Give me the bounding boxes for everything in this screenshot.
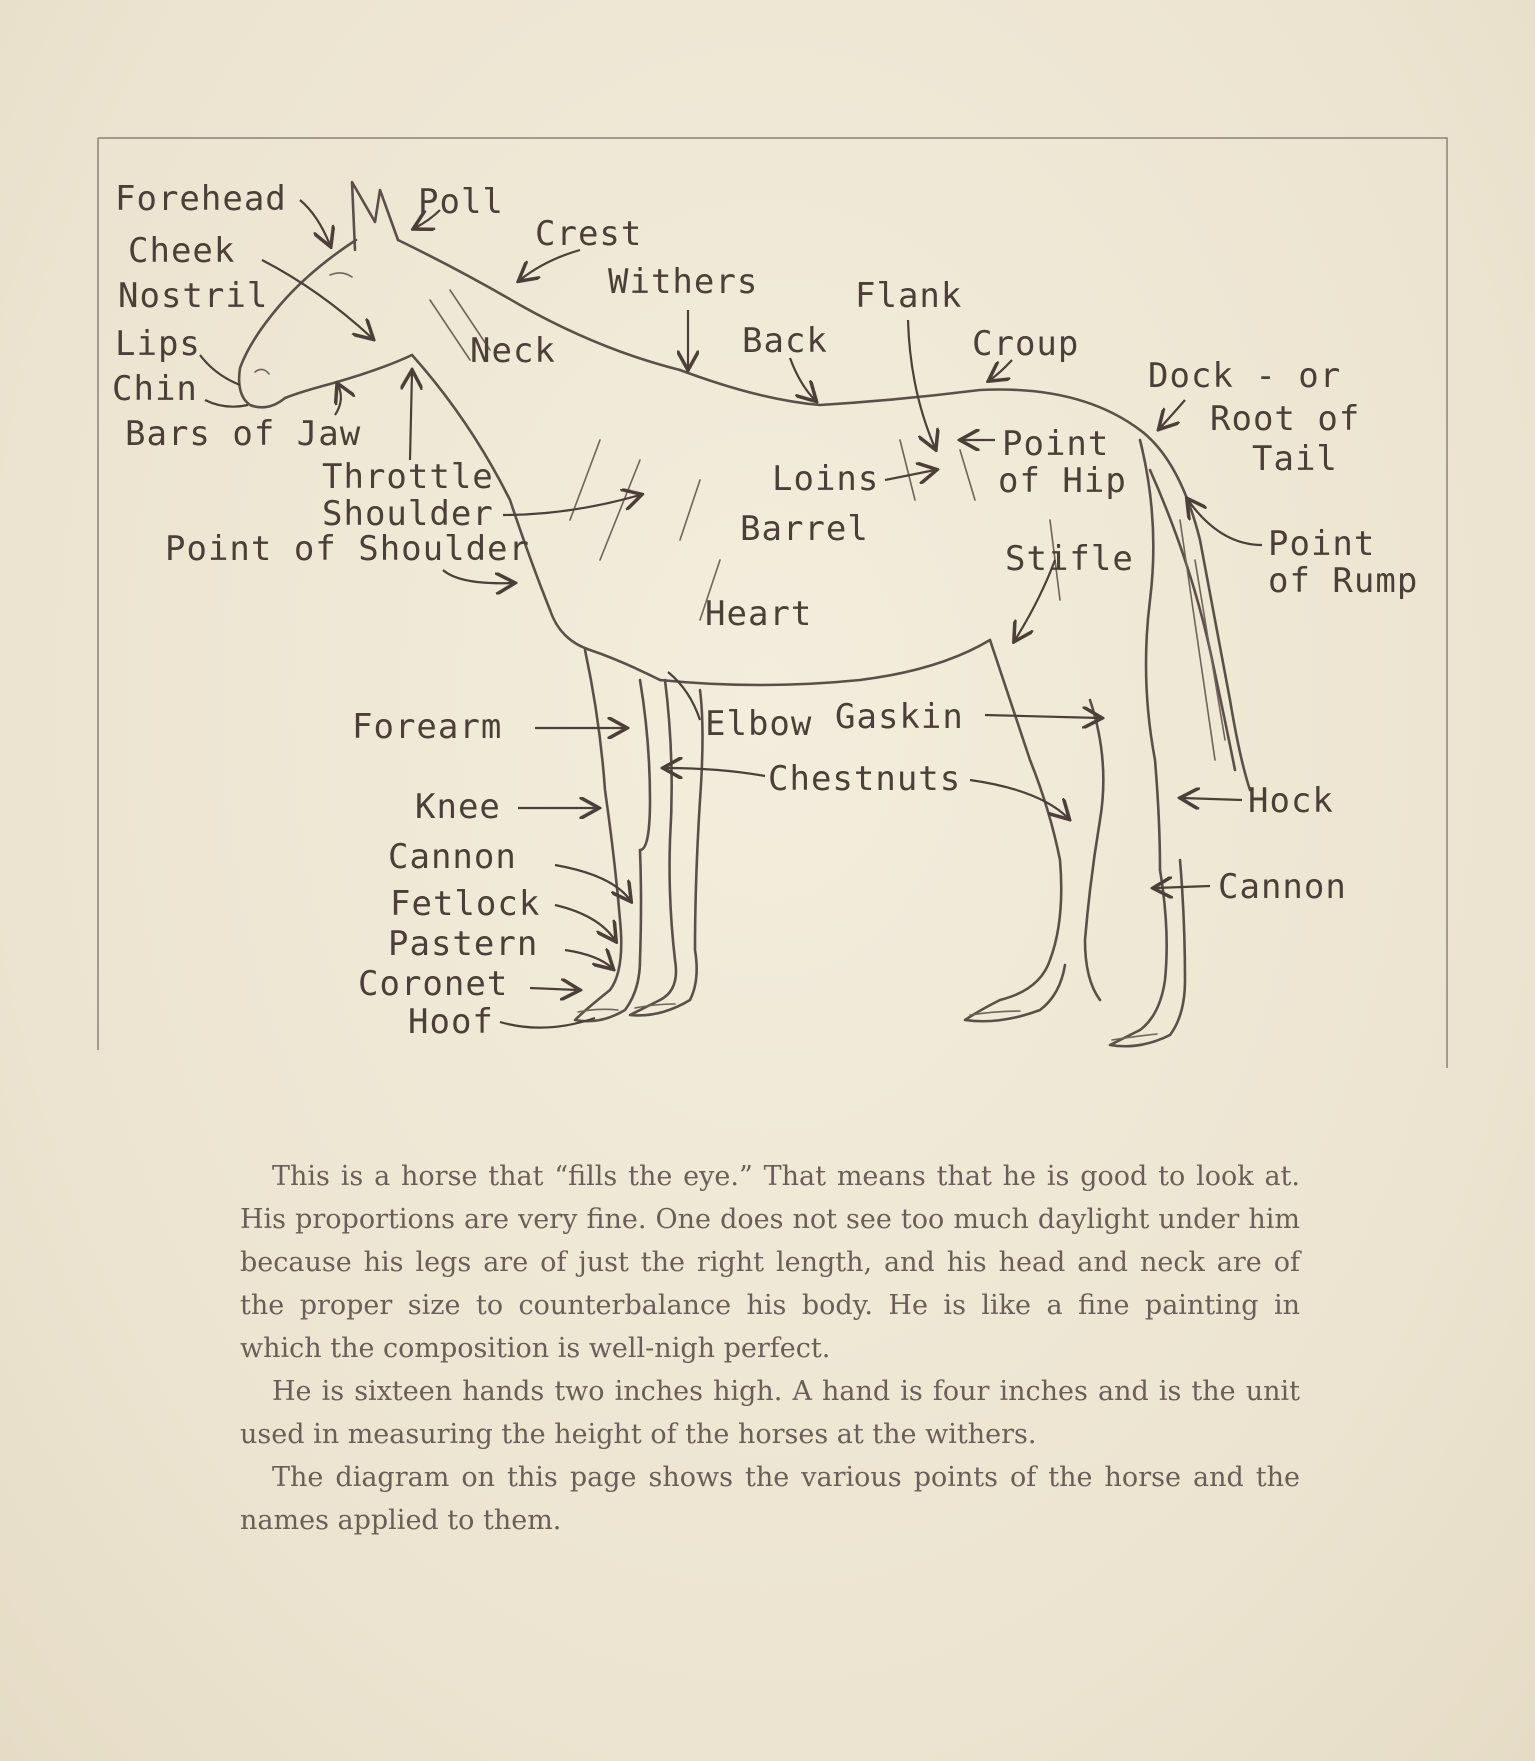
label-forehead: Forehead <box>115 179 287 219</box>
caption-paragraph-3: The diagram on this page shows the various points of the horse and the names applied to them. <box>240 1462 1300 1536</box>
label-flank: Flank <box>855 276 963 316</box>
label-knee: Knee <box>415 787 501 827</box>
label-chestnuts: Chestnuts <box>768 759 962 799</box>
label-fetlock: Fetlock <box>390 884 541 924</box>
label-poll: Poll <box>418 182 504 222</box>
label-dock-line1: Dock - or <box>1148 356 1342 396</box>
label-pastern: Pastern <box>388 924 539 964</box>
caption-paragraph-2: He is sixteen hands two inches high. A hand is four inches and is the unit used in measuring the height of the horses at the withers. <box>240 1376 1300 1450</box>
label-nostril: Nostril <box>118 276 269 316</box>
label-elbow: Elbow <box>705 704 813 744</box>
label-cheek: Cheek <box>128 231 236 271</box>
label-stifle: Stifle <box>1005 539 1134 579</box>
label-cannon-front: Cannon <box>388 837 517 877</box>
label-barrel: Barrel <box>740 509 869 549</box>
label-point-of-shoulder: Point of Shoulder <box>165 529 530 569</box>
label-back: Back <box>742 321 828 361</box>
label-lips: Lips <box>115 324 201 364</box>
label-heart: Heart <box>705 594 813 634</box>
label-chin: Chin <box>112 369 198 409</box>
label-shoulder: Shoulder <box>322 494 494 534</box>
label-loins: Loins <box>772 459 880 499</box>
label-hoof: Hoof <box>408 1002 494 1042</box>
label-throttle: Throttle <box>322 457 494 497</box>
label-point-of-hip-line2: of Hip <box>998 461 1127 501</box>
label-bars-of-jaw: Bars of Jaw <box>125 414 362 454</box>
label-point-of-hip-line1: Point <box>1002 424 1110 464</box>
label-hock: Hock <box>1248 781 1334 821</box>
label-forearm: Forearm <box>352 707 503 747</box>
label-gaskin: Gaskin <box>835 697 964 737</box>
label-dock-line3: Tail <box>1252 439 1338 479</box>
label-neck: Neck <box>470 331 556 371</box>
label-croup: Croup <box>972 324 1080 364</box>
label-dock-line2: Root of <box>1210 399 1361 439</box>
label-crest: Crest <box>535 214 643 254</box>
caption-text <box>240 1155 1300 1542</box>
label-coronet: Coronet <box>358 964 509 1004</box>
label-point-of-rump-line1: Point <box>1268 524 1376 564</box>
point-labels <box>112 179 1418 1042</box>
caption-paragraph-1: This is a horse that “fills the eye.” That means that he is good to look at. His proportions are very fine. One does not see too much daylight under him because his legs are of just the right length, and his head and neck are of the proper size to counterbalance his body. He is like a fine painting in which the composition is well-nigh perfect. <box>240 1161 1300 1364</box>
label-withers: Withers <box>608 262 759 302</box>
label-point-of-rump-line2: of Rump <box>1268 561 1419 601</box>
label-cannon-hind: Cannon <box>1218 867 1347 907</box>
